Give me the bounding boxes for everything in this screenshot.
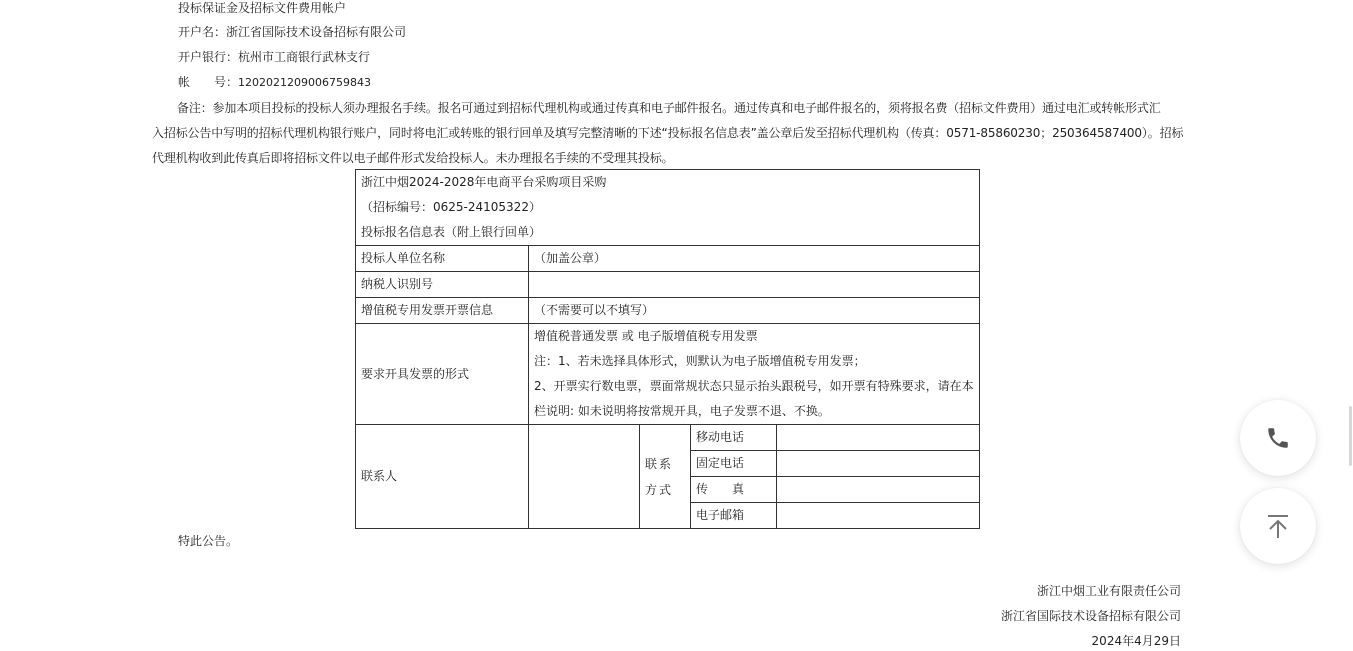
- row-value: [529, 272, 980, 298]
- contact-person-cell: [529, 425, 640, 529]
- table-row: [356, 272, 980, 298]
- table-title-cell: [356, 170, 980, 246]
- signature-org-1: 浙江中烟工业有限责任公司: [1036, 584, 1181, 598]
- phone-icon: [1265, 425, 1291, 451]
- contact-field-value: [777, 451, 980, 477]
- contact-field-label: 电子邮箱: [691, 503, 777, 529]
- invoice-line: 2、开票实行数电票，票面常规状态只显示抬头跟税号，如开票有特殊要求，请在本: [534, 379, 974, 393]
- scrollbar-thumb[interactable]: [1349, 406, 1352, 466]
- bank-label: 开户银行：: [178, 50, 239, 64]
- table-row: [356, 298, 980, 324]
- back-to-top-icon: [1264, 512, 1292, 540]
- signature-org-2: 浙江省国际技术设备招标有限公司: [1000, 609, 1181, 623]
- form-title: 投标报名信息表（附上银行回单）: [361, 225, 542, 239]
- signature-date: 2024年4月29日: [1091, 634, 1181, 648]
- invoice-line: 注：1、若未选择具体形式，则默认为电子版增值税专用发票；: [534, 354, 866, 368]
- bank-value: 杭州市工商银行武林支行: [238, 50, 371, 64]
- note-line-2: 入招标公告中写明的招标代理机构银行账户，同时将电汇或转账的银行回单及填写完整清晰的下述“投标报名信息表”盖公章后发至招标代理机构（传真：0571-85860230；250364587400）。招标: [152, 126, 1184, 140]
- row-label: 增值税专用发票开票信息: [356, 298, 529, 324]
- account-name-value: 浙江省国际技术设备招标有限公司: [226, 25, 407, 39]
- account-name-line: [178, 24, 406, 40]
- row-label: 投标人单位名称: [356, 246, 529, 272]
- closing-text: 特此公告。: [178, 534, 239, 548]
- project-title: 浙江中烟2024-2028年电商平台采购项目采购: [361, 175, 607, 189]
- invoice-line: 栏说明: 如未说明将按常规开具，电子发票不退、不换。: [534, 404, 830, 418]
- contact-row: [356, 425, 980, 451]
- note-line-1: 备注：参加本项目投标的投标人须办理报名手续。报名可通过到招标代理机构或通过传真和电子邮件报名。通过传真和电子邮件报名的，须将报名费（招标文件费用）通过电汇或转帐形式汇: [177, 101, 1161, 115]
- contact-label: 联系人: [356, 425, 529, 529]
- account-number-line: [178, 74, 371, 91]
- account-name-label: 开户名：: [178, 25, 227, 39]
- invoice-row: [356, 324, 980, 425]
- account-number-label: 帐 号：: [178, 75, 239, 89]
- account-heading: 投标保证金及招标文件费用帐户: [178, 1, 347, 15]
- scrollbar[interactable]: [1347, 0, 1353, 651]
- row-value: （加盖公章）: [529, 246, 980, 272]
- contact-field-label: 移动电话: [691, 425, 777, 451]
- invoice-info-cell: [529, 324, 980, 425]
- account-number-value: 1202021209006759843: [238, 76, 371, 89]
- note-line-3: 代理机构收到此传真后即将招标文件以电子邮件形式发给投标人。未办理报名手续的不受理其投标。: [152, 151, 674, 165]
- invoice-label: 要求开具发票的形式: [356, 324, 529, 425]
- contact-field-label: 传 真: [691, 477, 777, 503]
- contact-field-label: 固定电话: [691, 451, 777, 477]
- phone-button[interactable]: [1240, 400, 1316, 476]
- contact-field-value: [777, 503, 980, 529]
- contact-field-value: [777, 477, 980, 503]
- invoice-line: 增值税普通发票 或 电子版增值税专用发票: [534, 329, 758, 343]
- table-header-row: [356, 170, 980, 246]
- registration-info-table: [355, 169, 980, 529]
- bank-line: [178, 49, 370, 65]
- back-to-top-button[interactable]: [1240, 488, 1316, 564]
- row-label: 纳税人识别号: [356, 272, 529, 298]
- contact-field-value: [777, 425, 980, 451]
- contact-method-label: 联系方式: [640, 425, 691, 529]
- table-row: [356, 246, 980, 272]
- tender-number: （招标编号：0625-24105322）: [361, 200, 541, 214]
- registration-note: [152, 96, 1182, 171]
- row-value: （不需要可以不填写）: [529, 298, 980, 324]
